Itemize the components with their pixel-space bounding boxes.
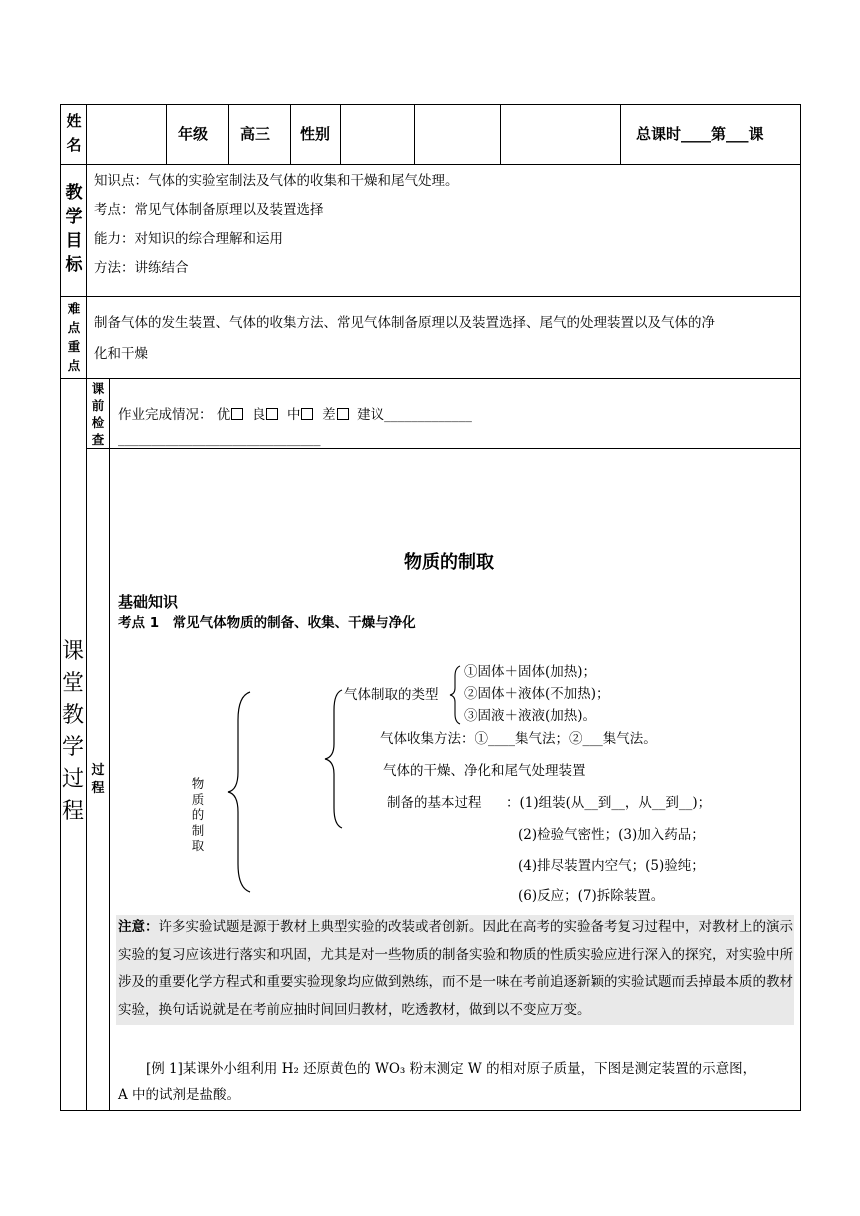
suggest-underline: ______________________________ [118,431,321,447]
process-step-2: (2)检验气密性；(3)加入药品； [518,827,705,843]
gender-label: 性别 [300,125,331,143]
note-text: 许多实验试题是源于教材上典型实验的改装或者创新。因此在高考的实验备考复习过程中，对教材上的演示实验的复习应该进行落实和巩固，尤其是对一些物质的制备实验和物质的性质实验应进行深入的探究，对实验中所涉及的重要化学方程式和重要实验现象均应做到熟练，而不是一味在考前追逐新颖的实验试题而丢掉最本质的教材实验，换句话说就是在考前应抽时间回归教材，吃透教材，做到以不变应万变。 [118,919,793,1018]
big-brace-icon [226,690,256,894]
goal-method: 方法：讲练结合 [94,260,189,276]
option-excellent: 优 [217,407,244,423]
difficulty-line-2: 化和干燥 [94,346,148,362]
classroom-label: 课 堂 教 学 过 程 [61,639,84,824]
collect-methods: 气体收集方法：①____集气法；②___集气法。 [380,731,657,747]
process-step-1: ：(1)组装(从__到__，从__到__)； [506,795,712,811]
example-line-1: [例 1]某课外小组利用 H₂ 还原黄色的 WO₃ 粉末测定 W 的相对原子质量，下图是测定装置的示意图， [146,1061,757,1077]
topic-title: 考点 1 常见气体物质的制备、收集、干燥与净化 [118,615,416,631]
option-good: 良 [252,407,279,423]
checkbox-medium[interactable] [301,408,313,420]
content-title: 物质的制取 [404,552,494,573]
name-label: 姓 名 [66,112,82,154]
option-medium: 中 [287,407,314,423]
gas-type-3: ③固液＋液液(加热)。 [464,708,597,724]
example-line-2: A 中的试剂是盐酸。 [118,1087,241,1103]
checkbox-excellent[interactable] [231,408,243,420]
grade-label: 年级 [178,125,209,143]
total-hours: 总课时____第___课 [636,125,764,143]
homework-status: 作业完成情况： 优 良 中 差 建议_____________ [118,407,472,423]
goals-label: 教 学 目 标 [65,183,83,275]
goal-ability: 能力：对知识的综合理解和运用 [94,231,283,247]
option-poor: 差 [322,407,349,423]
mid-brace-icon [322,688,346,830]
note-label: 注意： [118,919,159,935]
process-step-3: (4)排尽装置内空气；(5)验纯； [518,858,705,874]
checkbox-poor[interactable] [337,408,349,420]
small-brace-icon [448,664,464,726]
process-step-4: (6)反应；(7)拆除装置。 [518,888,665,904]
section-title: 基础知识 [118,593,179,611]
process-label-text: 制备的基本过程 [387,795,482,811]
gas-type-2: ②固体＋液体(不加热)； [464,686,610,702]
dry-purify: 气体的干燥、净化和尾气处理装置 [383,763,586,779]
goal-knowledge: 知识点：气体的实验室制法及气体的收集和干燥和尾气处理。 [94,173,459,189]
checkbox-good[interactable] [266,408,278,420]
difficulty-label: 难 点 重 点 [67,301,81,373]
precheck-label: 课 前 检 查 [91,381,105,447]
gas-types-label: 气体制取的类型 [344,687,439,703]
tree-root: 物 质 的 制 取 [191,776,205,853]
difficulty-line-1: 制备气体的发生装置、气体的收集方法、常见气体制备原理以及装置选择、尾气的处理装置以及气体的净 [94,315,715,331]
process-label: 过 程 [91,763,105,796]
gas-type-1: ①固体＋固体(加热)； [464,664,597,680]
note-paragraph [118,914,794,1024]
grade-value: 高三 [240,125,271,143]
goal-exam-point: 考点：常见气体制备原理以及装置选择 [94,202,324,218]
